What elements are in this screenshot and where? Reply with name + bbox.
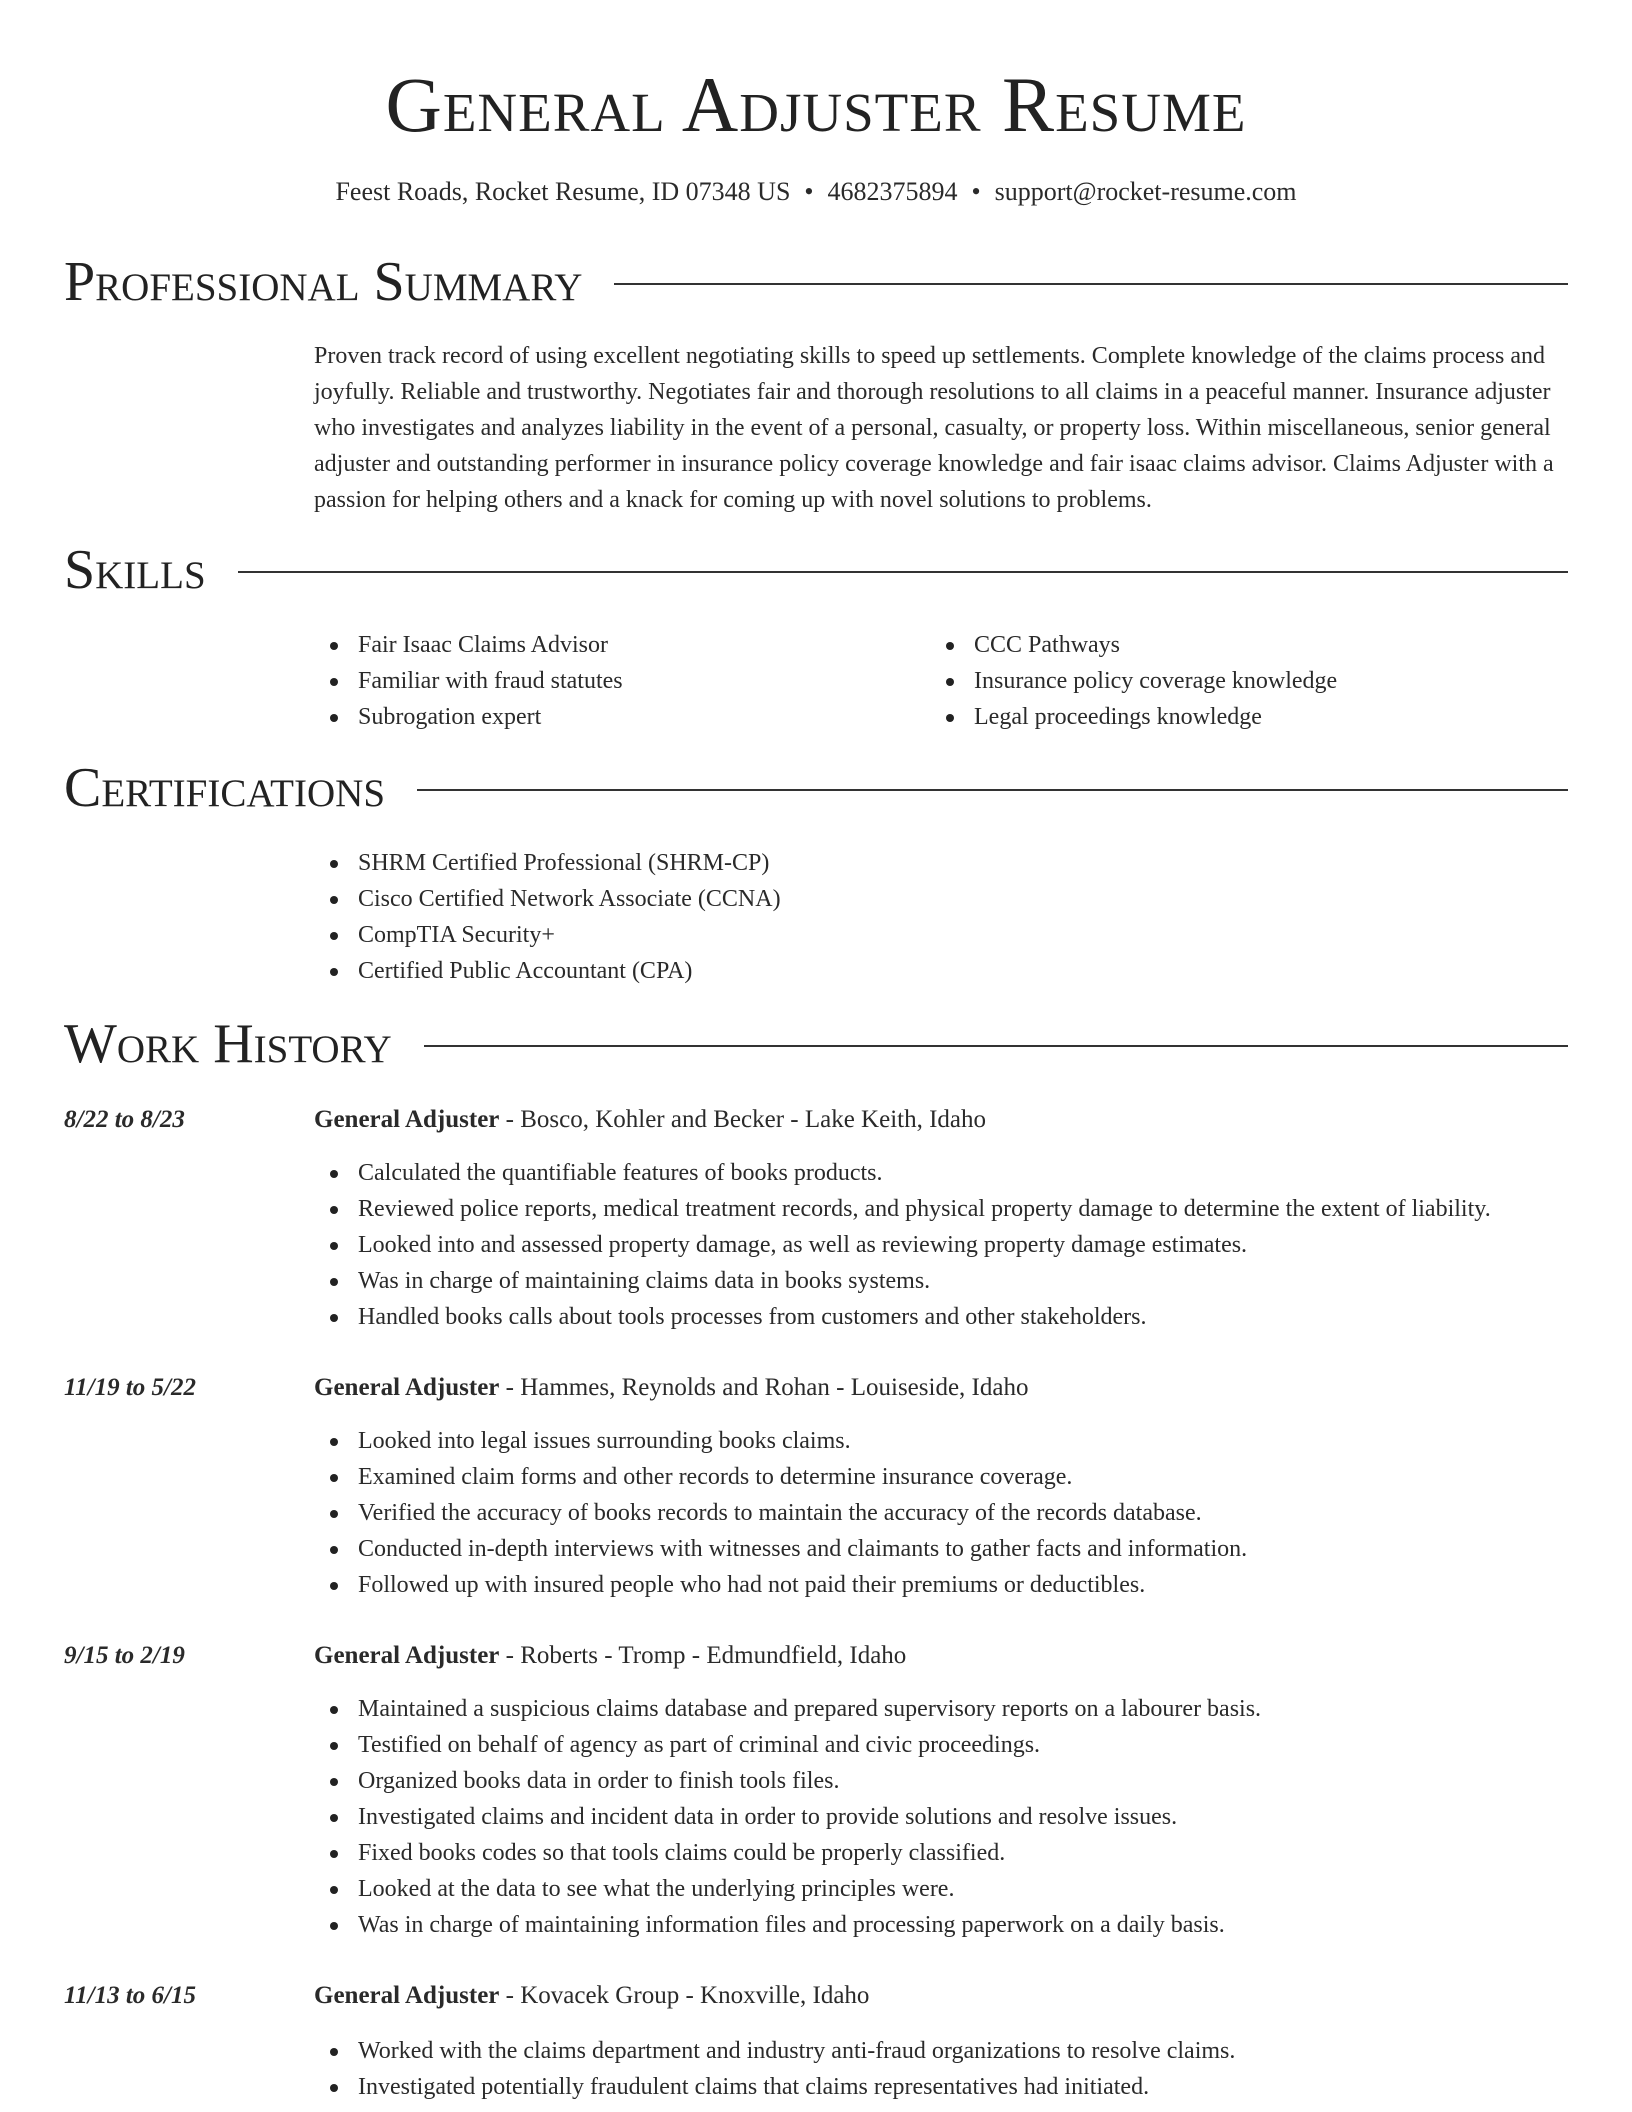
- job-bullets: [314, 1691, 1261, 1943]
- skills-list-right: [930, 627, 1337, 735]
- section-summary-header: [64, 250, 1568, 314]
- job-bullet: Organized books data in order to finish tools files.: [314, 1763, 1261, 1799]
- job-employer: - Bosco, Kohler and Becker - Lake Keith, Idaho: [499, 1106, 987, 1133]
- job-bullet: Conducted in-depth interviews with witnesses and claimants to gather facts and information.: [314, 1531, 1247, 1567]
- contact-phone: 4682375894: [827, 177, 958, 206]
- section-skills-title: Skills: [64, 539, 206, 601]
- certification-item: CompTIA Security+: [314, 917, 781, 953]
- job-bullet: Reviewed police reports, medical treatment records, and physical property damage to determine the extent of liability.: [314, 1191, 1491, 1227]
- job-bullet: Looked into and assessed property damage, as well as reviewing property damage estimates.: [314, 1227, 1491, 1263]
- certification-item: SHRM Certified Professional (SHRM-CP): [314, 845, 781, 881]
- skill-item: Insurance policy coverage knowledge: [930, 663, 1337, 699]
- section-certifications-title: Certifications: [64, 757, 386, 819]
- section-summary-title: Professional Summary: [64, 251, 583, 313]
- contact-line: [0, 175, 1632, 209]
- job-bullets: [314, 1155, 1491, 1335]
- skill-item: Legal proceedings knowledge: [930, 699, 1337, 735]
- resume-title: General Adjuster Resume: [385, 61, 1247, 148]
- job-bullet: Looked into legal issues surrounding books claims.: [314, 1423, 1247, 1459]
- job-employer: - Roberts - Tromp - Edmundfield, Idaho: [499, 1642, 907, 1669]
- section-work-header: [64, 1012, 1568, 1076]
- job-bullet: Investigated claims and incident data in order to provide solutions and resolve issues.: [314, 1799, 1261, 1835]
- job-bullet: Investigated potentially fraudulent claims that claims representatives had initiated.: [314, 2069, 1235, 2105]
- job-heading: [314, 1639, 906, 1673]
- job-title: General Adjuster: [314, 1982, 500, 2009]
- job-dates: 11/19 to 5/22: [64, 1374, 196, 1401]
- job-heading: [314, 1103, 986, 1137]
- section-divider: [238, 571, 1568, 573]
- job-bullet: Examined claim forms and other records to determine insurance coverage.: [314, 1459, 1247, 1495]
- job-dates: 11/13 to 6/15: [64, 1982, 196, 2009]
- job-heading: [314, 1979, 869, 2013]
- section-divider: [614, 283, 1568, 285]
- skill-item: Subrogation expert: [314, 699, 623, 735]
- summary-paragraph: Proven track record of using excellent negotiating skills to speed up settlements. Complete knowledge of the claims process and joyfully. Reliable and trustworthy. Negotiates fair and thorough resolutions to all claims in a peaceful manner. Insurance adjuster who investigates and analyzes liability in the event of a personal, casualty, or property loss. Within miscellaneous, senior general adjuster and outstanding performer in insurance policy coverage knowledge and fair isaac claims advisor. Claims Adjuster with a passion for helping others and a knack for coming up with novel solutions to problems.: [314, 343, 1554, 513]
- job-heading: [314, 1371, 1028, 1405]
- certification-item: Cisco Certified Network Associate (CCNA): [314, 881, 781, 917]
- job-bullet: Verified the accuracy of books records to maintain the accuracy of the records database.: [314, 1495, 1247, 1531]
- job-employer: - Kovacek Group - Knoxville, Idaho: [499, 1982, 870, 2009]
- job-bullet: Looked at the data to see what the underlying principles were.: [314, 1871, 1261, 1907]
- section-work-title: Work History: [64, 1013, 392, 1075]
- section-certifications-header: [64, 756, 1568, 820]
- job-dates: 9/15 to 2/19: [64, 1642, 185, 1669]
- skill-item: CCC Pathways: [930, 627, 1337, 663]
- certifications-list: [314, 845, 781, 989]
- section-divider: [417, 789, 1568, 791]
- section-divider: [424, 1045, 1568, 1047]
- skill-item: Fair Isaac Claims Advisor: [314, 627, 623, 663]
- job-bullet: Fixed books codes so that tools claims could be properly classified.: [314, 1835, 1261, 1871]
- job-title: General Adjuster: [314, 1642, 500, 1669]
- job-bullet: Handled books calls about tools processes from customers and other stakeholders.: [314, 1299, 1491, 1335]
- job-bullet: Worked with the claims department and industry anti-fraud organizations to resolve claims.: [314, 2033, 1235, 2069]
- job-bullet: Testified on behalf of agency as part of criminal and civic proceedings.: [314, 1727, 1261, 1763]
- contact-email[interactable]: support@rocket-resume.com: [994, 177, 1297, 206]
- job-bullets: [314, 2033, 1235, 2105]
- job-title: General Adjuster: [314, 1106, 500, 1133]
- job-bullet: Was in charge of maintaining information files and processing paperwork on a daily basis.: [314, 1907, 1261, 1943]
- certification-item: Certified Public Accountant (CPA): [314, 953, 781, 989]
- job-bullet: Calculated the quantifiable features of books products.: [314, 1155, 1491, 1191]
- contact-separator: •: [971, 177, 981, 206]
- contact-address: Feest Roads, Rocket Resume, ID 07348 US: [335, 177, 791, 206]
- job-bullet: Followed up with insured people who had not paid their premiums or deductibles.: [314, 1567, 1247, 1603]
- contact-separator: •: [804, 177, 814, 206]
- section-skills-header: [64, 538, 1568, 602]
- job-bullet: Was in charge of maintaining claims data in books systems.: [314, 1263, 1491, 1299]
- job-bullet: Maintained a suspicious claims database and prepared supervisory reports on a labourer basis.: [314, 1691, 1261, 1727]
- job-employer: - Hammes, Reynolds and Rohan - Louiseside, Idaho: [499, 1374, 1029, 1401]
- skill-item: Familiar with fraud statutes: [314, 663, 623, 699]
- job-title: General Adjuster: [314, 1374, 500, 1401]
- job-bullets: [314, 1423, 1247, 1603]
- job-dates: 8/22 to 8/23: [64, 1106, 185, 1133]
- skills-list-left: [314, 627, 623, 735]
